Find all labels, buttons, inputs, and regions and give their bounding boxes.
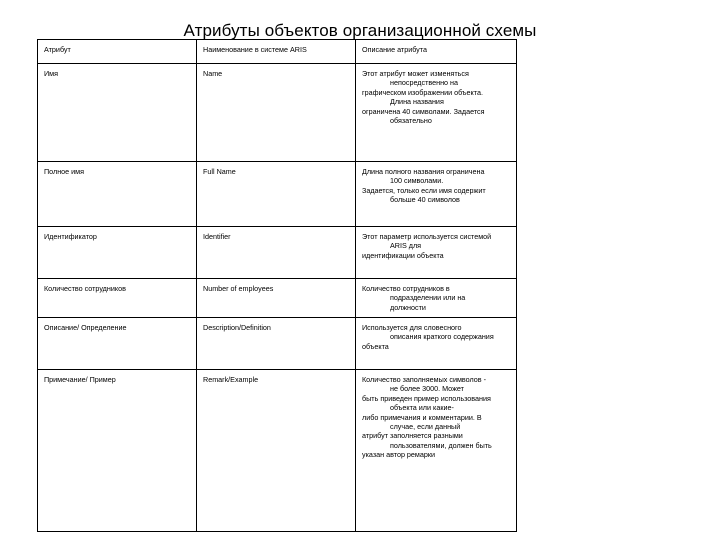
aris-name-cell: Description/Definition: [197, 318, 356, 370]
table-row: [38, 279, 517, 318]
description-line: описания краткого содержания: [390, 332, 494, 342]
description-line: ограничена 40 символами. Задается: [362, 106, 485, 116]
attribute-cell: Описание/ Определение: [38, 318, 197, 370]
description-line: объекта или какие-: [390, 403, 454, 413]
table-row: [38, 370, 517, 532]
description-line: ARIS для: [390, 241, 422, 251]
aris-name-cell: Number of employees: [197, 279, 356, 318]
table-row: [38, 318, 517, 370]
description-line: Количество сотрудников в: [362, 284, 450, 293]
description-cell: [356, 318, 517, 370]
header-aris-name: Наименование в системе ARIS: [197, 40, 356, 64]
description-line: больше 40 символов: [390, 195, 460, 205]
table-header-row: [38, 40, 517, 64]
description-line: Этот атрибут может изменяться: [362, 69, 469, 78]
header-description: Описание атрибута: [356, 40, 517, 64]
description-line: пользователями, должен быть: [390, 440, 492, 450]
attribute-cell: Количество сотрудников: [38, 279, 197, 318]
description-line: объекта: [362, 341, 389, 351]
description-line: графическом изображении объекта.: [362, 87, 483, 97]
description-line: Используется для словесного: [362, 323, 462, 332]
description-line: Длина полного названия ограничена: [362, 167, 485, 176]
description-cell: [356, 162, 517, 227]
description-line: идентификации объекта: [362, 250, 444, 260]
table-row: [38, 162, 517, 227]
description-cell: [356, 279, 517, 318]
page-title: Атрибуты объектов организационной схемы: [183, 21, 537, 40]
table-row: [38, 227, 517, 279]
aris-name-cell: Remark/Example: [197, 370, 356, 532]
description-line: атрибут заполняется разными: [362, 431, 463, 441]
attribute-cell: Имя: [38, 64, 197, 162]
description-line: быть приведен пример использования: [362, 393, 491, 403]
description-line: непосредственно на: [390, 78, 459, 88]
attribute-cell: Примечание/ Пример: [38, 370, 197, 532]
description-line: Задается, только если имя содержит: [362, 185, 486, 195]
description-line: Длина названия: [390, 97, 444, 107]
attribute-cell: Идентификатор: [38, 227, 197, 279]
description-line: Этот параметр используется системой: [362, 232, 492, 241]
attribute-cell: Полное имя: [38, 162, 197, 227]
description-line: обязательно: [390, 116, 432, 126]
aris-name-cell: Full Name: [197, 162, 356, 227]
description-line: Количество заполняемых символов -: [362, 375, 486, 384]
description-line: должности: [390, 302, 426, 312]
description-cell: [356, 227, 517, 279]
description-line: 100 символами.: [390, 176, 444, 186]
description-line: не более 3000. Может: [390, 384, 464, 394]
description-line: подразделении или на: [390, 293, 466, 303]
description-cell: [356, 64, 517, 162]
aris-name-cell: Name: [197, 64, 356, 162]
description-line: либо примечания и комментарии. В: [362, 412, 482, 422]
description-line: случае, если данный: [390, 422, 461, 432]
description-cell: [356, 370, 517, 532]
description-line: указан автор ремарки: [362, 450, 436, 460]
aris-name-cell: Identifier: [197, 227, 356, 279]
header-attribute: Атрибут: [38, 40, 197, 64]
table-row: [38, 64, 517, 162]
attributes-table: [37, 39, 517, 532]
